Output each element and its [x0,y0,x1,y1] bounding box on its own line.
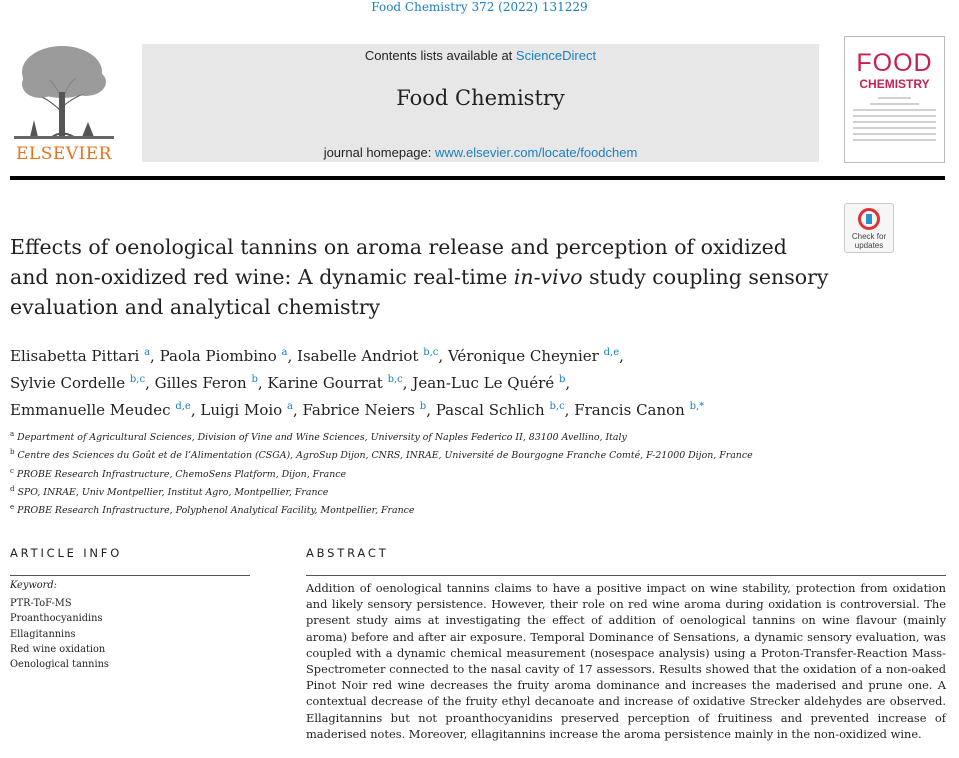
article-info-divider [10,575,250,576]
journal-cover-thumbnail[interactable] [844,36,945,163]
journal-homepage [142,145,819,160]
abstract-divider [306,575,946,576]
author[interactable]: Paola Piombino $^a$ [159,347,288,365]
author-affiliation-ref[interactable]: a [144,347,151,358]
homepage-link[interactable]: www.elsevier.com/locate/foodchem [435,145,638,160]
check-for-updates-button[interactable] [844,203,894,253]
keyword-item: Ellagitannins [10,628,76,640]
affiliation: $^b$ Centre des Sciences du Goût et de l’Alimentation (CSGA), AgroSup Dijon, CNRS, INRAE, Université de Bourgogne Franche Comté, F-21000 Dijon, France [10,448,753,462]
author[interactable]: Francis Canon $^{b,*}$ [574,401,705,419]
sciencedirect-link[interactable]: ScienceDirect [515,48,597,63]
author[interactable]: Emmanuelle Meudec $^{d,e}$ [10,401,191,419]
author[interactable]: Véronique Cheynier $^{d,e}$ [447,347,620,365]
contents-availability [142,48,819,63]
author[interactable]: Isabelle Andriot $^{b,c}$ [297,347,439,365]
cover-title-food: FOOD [856,49,933,77]
keyword-label: Keyword: [10,580,57,591]
journal-citation[interactable]: Food Chemistry 372 (2022) 131229 [371,0,588,14]
author-affiliation-ref[interactable]: b [558,374,566,385]
keyword-item: Proanthocyanidins [10,613,103,625]
author-affiliation-ref[interactable]: b,c [129,374,146,385]
title-italic: in-vivo [513,265,583,289]
header-divider [10,176,945,180]
author[interactable]: Elisabetta Pittari $^a$ [10,347,151,365]
article-title [10,232,830,322]
title-part1: Effects of oenological tannins on aroma release and perception of oxidized and non-oxidized red wine: A dynamic real-time [10,235,787,289]
author[interactable]: Gilles Feron $^b$ [154,374,258,392]
affiliation: $^e$ PROBE Research Infrastructure, Polyphenol Analytical Facility, Montpellier, France [10,503,415,517]
crossmark-line2: updates [854,241,884,250]
check-for-updates-label [845,232,893,250]
author-list: Elisabetta Pittari $^a$, Paola Piombino $^a$, Isabelle Andriot $^{b,c}$, Véronique Cheynier $^{d,e}$, Sylvie Cordelle $^{b,c}$, Gilles Feron $^b$, Karine Gourrat $^{b,c}$, Jean-Luc Le Quéré $^b$, Emmanuelle Meudec $^{d,e}$, Luigi Moio $^a$, Fabrice Neiers $^b$, Pascal Schlich $^{b,c}$, Francis Canon $^{b,*}$ [10,347,705,419]
elsevier-wordmark: ELSEVIER [16,144,112,164]
affiliation-list [10,427,830,518]
author-affiliation-ref[interactable]: b,c [387,374,403,385]
author-affiliation-ref[interactable]: a [281,347,288,358]
author-affiliation-ref[interactable]: b [251,374,258,385]
cover-editorial-lines [853,97,936,157]
keyword-item: PTR-ToF-MS [10,598,72,609]
author-affiliation-ref[interactable]: a [286,401,293,412]
elsevier-logo[interactable] [10,36,118,164]
crossmark-line1: Check for [851,232,887,241]
author[interactable]: Karine Gourrat $^{b,c}$ [267,374,403,392]
elsevier-tree-icon [12,42,116,142]
affiliation: $^a$ Department of Agricultural Sciences, Division of Vine and Wine Sciences, University of Naples Federico II, 83100 Avellino, Italy [10,430,627,443]
affiliation: $^d$ SPO, INRAE, Univ Montpellier, Institut Agro, Montpellier, France [10,484,329,498]
title-part2: study coupling sensory evaluation and analytical chemistry [10,265,829,319]
author[interactable]: Jean-Luc Le Quéré $^b$ [412,374,566,392]
abstract-text: Addition of oenological tannins claims to have a positive impact on wine stability, protection from oxidation and likely sensory persistence. However, their role on red wine aroma during oxidation is controversial. The present study aims at investigating the effect of addition of oenological tannins on wine flavour (mainly aroma) before and after air exposure. Temporal Dominance of Sensations, a dynamic sensory evaluation, was coupled with a dynamic chemical measurement (nosespace analysis) using a Proton-Transfer-Reaction Mass-Spectrometer connected to the nasal cavity of 17 assessors. Results showed that the oxidation of a non-oaked Pinot Noir red wine decreases the fruity aroma dominance and increases the maderised and prune one. A contextual decrease of the fruity ethyl decanoate and increase of oxidative Strecker aldehydes are observed. Ellagitannins but not proanthocyanidins preserved perception of fruitiness and prevented increase of maderised notes. Moreover, ellagitannins increase the aroma persistence mainly in the non-oxidized wine. [306,581,946,741]
author[interactable]: Pascal Schlich $^{b,c}$ [435,401,565,419]
author-affiliation-ref[interactable]: b [419,401,427,412]
abstract-heading: ABSTRACT [306,546,389,560]
keyword-item: Oenological tannins [10,659,109,671]
author[interactable]: Fabrice Neiers $^b$ [302,401,427,419]
author-affiliation-ref[interactable]: d,e [603,347,620,358]
homepage-prefix: journal homepage: [323,145,435,160]
article-info-heading: ARTICLE INFO [10,546,123,560]
author-affiliation-ref[interactable]: d,e [175,401,191,412]
journal-banner [142,44,819,162]
author-affiliation-ref[interactable]: b,* [689,401,705,412]
author-affiliation-ref[interactable]: b,c [423,347,439,358]
affiliation: $^c$ PROBE Research Infrastructure, ChemoSens Platform, Dijon, France [10,466,347,480]
crossmark-icon [858,208,880,230]
journal-name[interactable]: Food Chemistry [396,86,565,110]
keyword-list [10,596,109,672]
journal-header [10,36,945,164]
keyword-item: Red wine oxidation [10,643,106,655]
author[interactable]: Luigi Moio $^a$ [200,401,293,419]
cover-title-chemistry: CHEMISTRY [859,77,930,91]
author-affiliation-ref[interactable]: b,c [549,401,565,412]
author[interactable]: Sylvie Cordelle $^{b,c}$ [10,374,146,392]
contents-prefix: Contents lists available at [364,48,516,63]
